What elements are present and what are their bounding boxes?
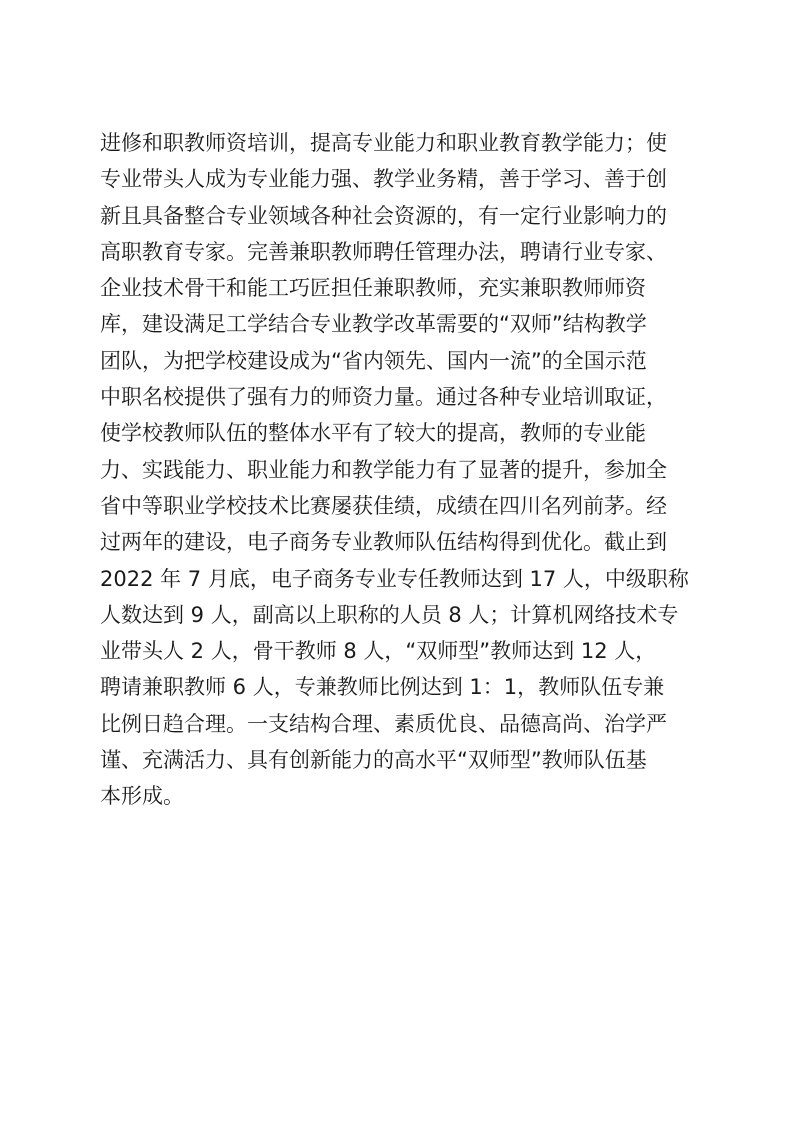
- text-line: 新且具备整合专业领域各种社会资源的，有一定行业影响力的: [100, 203, 667, 228]
- text-line: 团队，为把学校建设成为“省内领先、国内一流”的全国示范: [100, 348, 647, 373]
- text-line: 库，建设满足工学结合专业教学改革需要的“双师”结构教学: [100, 312, 647, 337]
- text-line: 聘请兼职教师 6 人，专兼教师比例达到 1：1，教师队伍专兼: [100, 675, 665, 700]
- text-line: 2022 年 7 月底，电子商务专业专任教师达到 17 人，中级职称: [100, 566, 689, 591]
- text-line: 比例日趋合理。一支结构合理、素质优良、品德高尚、治学严: [100, 711, 667, 736]
- text-line: 力、实践能力、职业能力和教学能力有了显著的提升，参加全: [100, 457, 667, 482]
- text-line: 谨、充满活力、具有创新能力的高水平“双师型”教师队伍基: [100, 748, 647, 773]
- text-line: 本形成。: [100, 784, 184, 809]
- text-line: 进修和职教师资培训，提高专业能力和职业教育教学能力；使: [100, 131, 667, 155]
- text-line: 人数达到 9 人，副高以上职称的人员 8 人；计算机网络技术专: [100, 602, 679, 627]
- text-line: 专业带头人成为专业能力强、教学业务精，善于学习、善于创: [100, 167, 667, 192]
- text-line: 使学校教师队伍的整体水平有了较大的提高，教师的专业能: [100, 421, 646, 446]
- text-line: 过两年的建设，电子商务专业教师队伍结构得到优化。截止到: [100, 530, 667, 555]
- text-line: 省中等职业学校技术比赛屡获佳绩，成绩在四川名列前茅。经: [100, 493, 667, 518]
- text-line: 高职教育专家。完善兼职教师聘任管理办法，聘请行业专家、: [100, 239, 667, 264]
- text-line: 中职名校提供了强有力的师资力量。通过各种专业培训取证，: [100, 385, 667, 410]
- text-line: 企业技术骨干和能工巧匠担任兼职教师，充实兼职教师师资: [100, 276, 646, 301]
- text-line: 业带头人 2 人，骨干教师 8 人，“双师型”教师达到 12 人，: [100, 639, 657, 664]
- body-paragraph: [100, 125, 700, 815]
